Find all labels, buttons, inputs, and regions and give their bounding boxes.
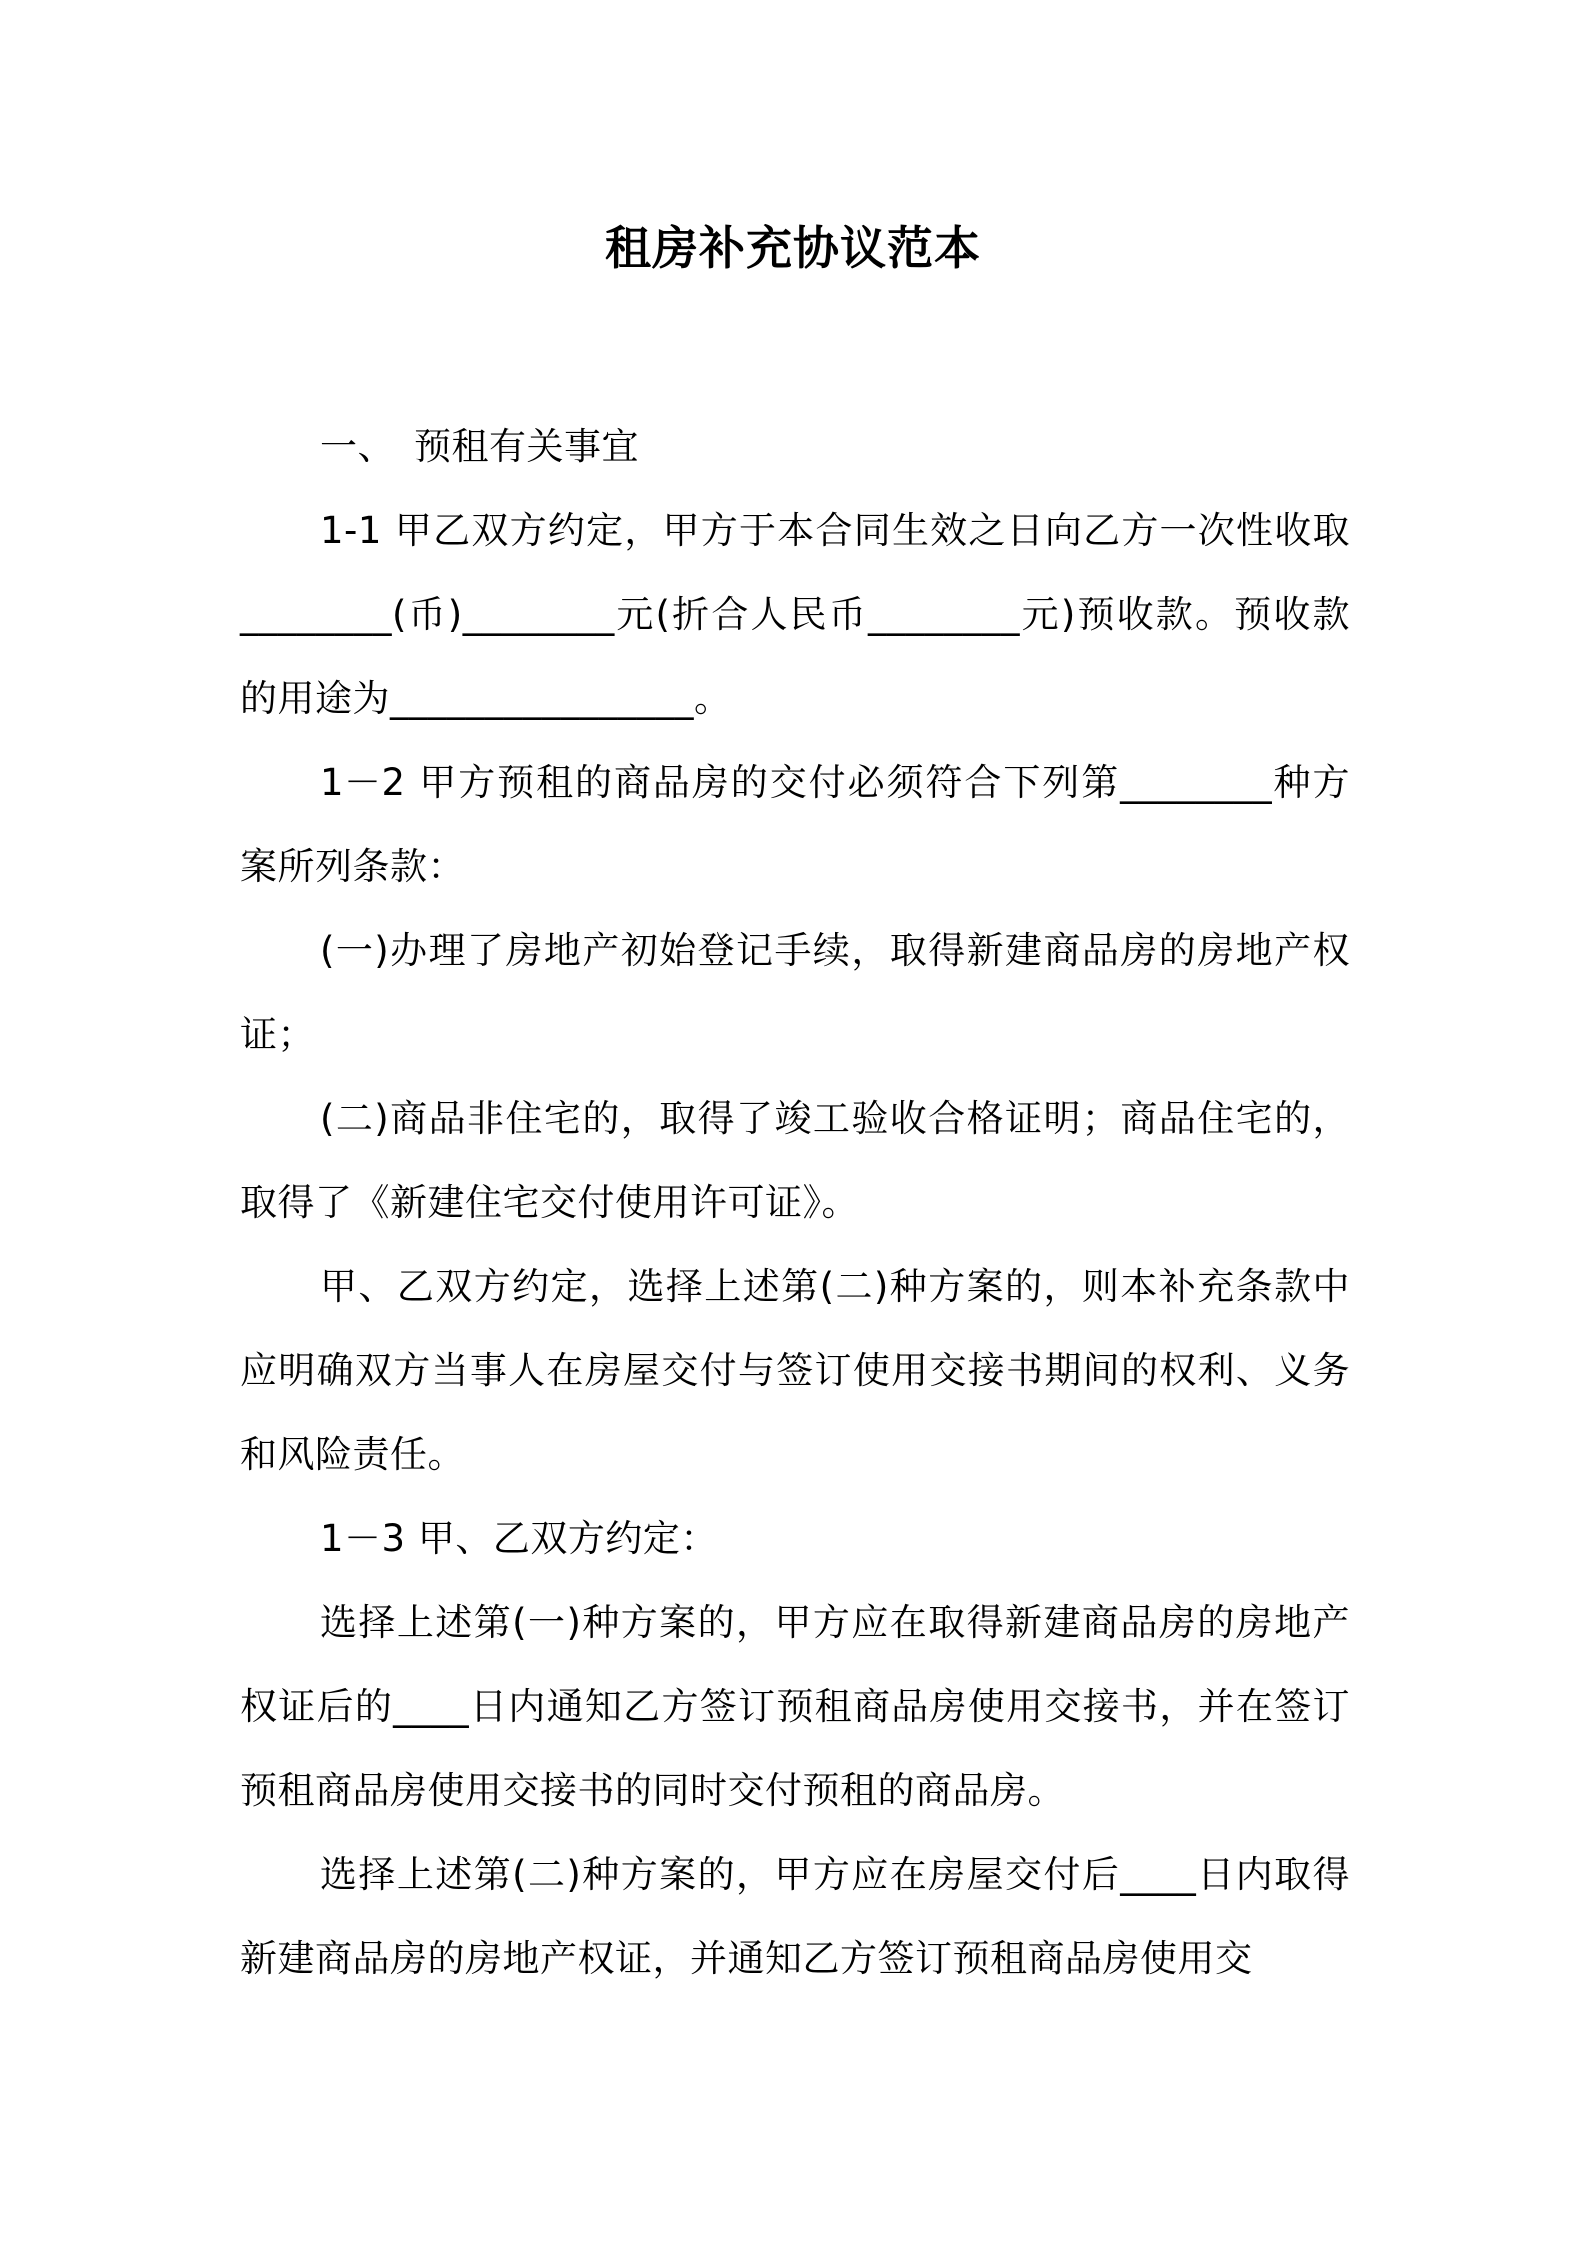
document-title: 租房补充协议范本	[605, 221, 981, 275]
option-one: (一)办理了房地产初始登记手续，取得新建商品房的房地产权证；	[240, 929, 1350, 1056]
option-two: (二)商品非住宅的，取得了竣工验收合格证明；商品住宅的，取得了《新建住宅交付使用许可证》。	[240, 1097, 1350, 1224]
clause-1-3-option-two: 选择上述第(二)种方案的，甲方应在房屋交付后____日内取得新建商品房的房地产权证，并通知乙方签订预租商品房使用交	[240, 1853, 1350, 1980]
clause-1-1: 1-1 甲乙双方约定，甲方于本合同生效之日向乙方一次性收取 ________(币)________元(折合人民币________元)预收款。预收款的用途为________________。	[240, 509, 1350, 720]
clause-1-3-option-one: 选择上述第(一)种方案的，甲方应在取得新建商品房的房地产权证后的____日内通知乙方签订预租商品房使用交接书，并在签订预租商品房使用交接书的同时交付预租的商品房。	[240, 1601, 1350, 1812]
section-heading-1: 一、 预租有关事宜	[320, 425, 639, 468]
clause-1-3: 1－3 甲、乙双方约定：	[320, 1517, 718, 1560]
agreement-paragraph: 甲、乙双方约定，选择上述第(二)种方案的，则本补充条款中应明确双方当事人在房屋交付与签订使用交接书期间的权利、义务和风险责任。	[240, 1265, 1350, 1476]
clause-1-2: 1－2 甲方预租的商品房的交付必须符合下列第________种方案所列条款：	[240, 761, 1350, 888]
document-body	[240, 405, 1350, 2001]
